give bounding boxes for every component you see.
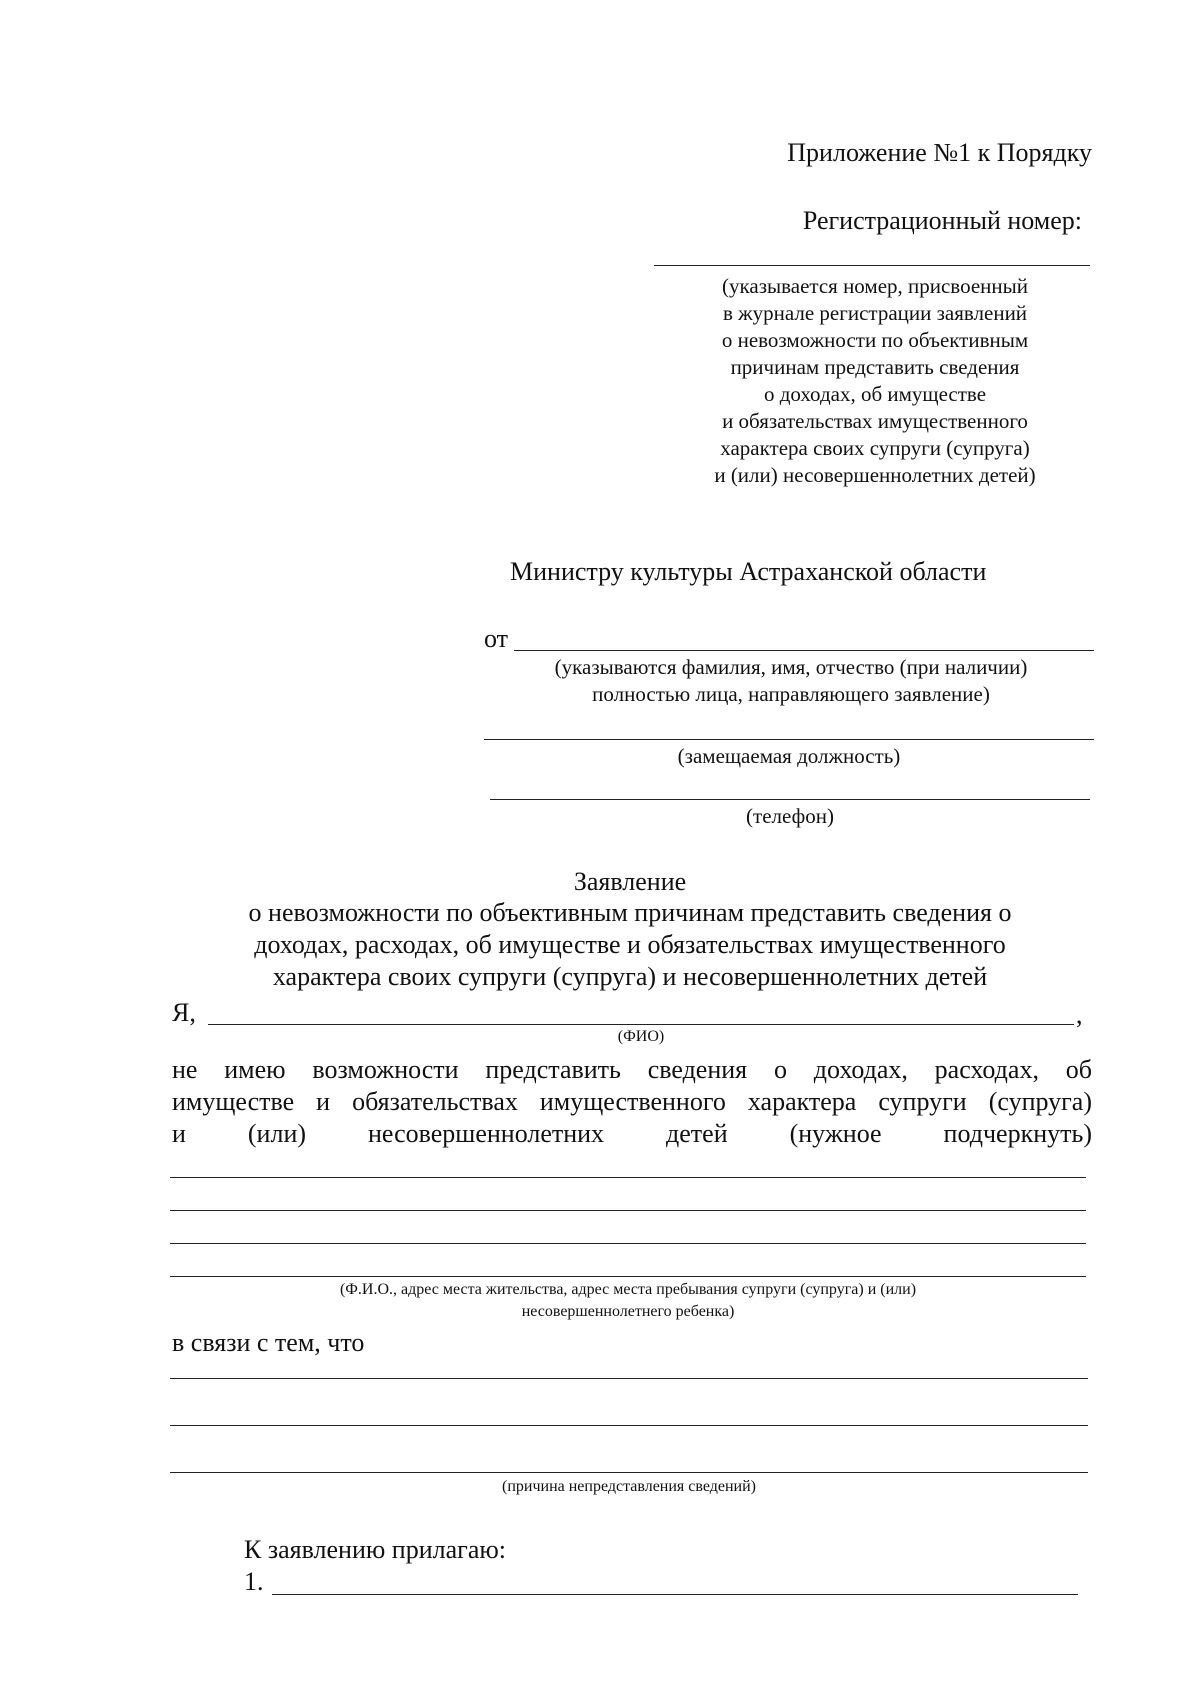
registration-hint-line: в журнале регистрации заявлений (722, 301, 1028, 325)
reason-label: в связи с тем, что (172, 1328, 365, 1357)
registration-hint-line: характера своих супруги (супруга) (720, 436, 1030, 460)
registration-hint-line: (указывается номер, присвоенный (722, 274, 1028, 298)
from-label: от (484, 624, 509, 653)
statement-title: Заявление (573, 867, 687, 896)
registration-hint-line: о доходах, об имуществе (763, 382, 987, 406)
reason-field-line[interactable] (170, 1425, 1088, 1426)
registration-hint-line: и (или) несовершеннолетних детей) (714, 463, 1036, 487)
position-field[interactable] (484, 739, 1094, 740)
statement-body-line: имуществе и обязательствах имущественного характера супруги (супруга) (172, 1087, 1092, 1116)
phone-hint: (телефон) (746, 804, 834, 828)
registration-hint (660, 273, 1090, 489)
fio-hint: (ФИО) (617, 1028, 665, 1045)
attachment-field[interactable] (272, 1594, 1078, 1595)
family-hint (170, 1279, 1086, 1323)
family-field-line[interactable] (170, 1177, 1086, 1178)
from-hint-line: (указываются фамилия, имя, отчество (при наличии) (554, 655, 1028, 679)
reason-hint: (причина непредставления сведений) (502, 1478, 756, 1495)
reason-field-line[interactable] (170, 1472, 1088, 1473)
statement-subtitle (160, 897, 1100, 993)
family-hint-line: (Ф.И.О., адрес места жительства, адрес места пребывания супруги (супруга) и (или) (339, 1281, 917, 1298)
statement-subtitle-line: характера своих супруги (супруга) и несовершеннолетних детей (272, 962, 988, 991)
from-field[interactable] (514, 650, 1094, 651)
statement-body-line: не имею возможности представить сведения о доходах, расходах, об (172, 1055, 1092, 1084)
registration-hint-line: о невозможности по объективным (721, 328, 1029, 352)
annex-title: Приложение №1 к Порядку (787, 138, 1092, 167)
phone-field[interactable] (490, 799, 1090, 800)
i-label: Я, (172, 998, 196, 1027)
statement-subtitle-line: о невозможности по объективным причинам представить сведения о (248, 898, 1012, 927)
registration-hint-line: и обязательствах имущественного (722, 409, 1028, 433)
position-hint: (замещаемая должность) (677, 744, 901, 768)
addressee-name: Министру культуры Астраханской области (510, 557, 987, 586)
reason-field-line[interactable] (170, 1378, 1088, 1379)
family-field-line[interactable] (170, 1243, 1086, 1244)
from-hint-line: полностью лица, направляющего заявление) (592, 682, 990, 706)
family-hint-line: несовершеннолетнего ребенка) (521, 1303, 735, 1320)
statement-body (172, 1054, 1092, 1150)
fio-comma: , (1076, 1000, 1083, 1029)
attachment-number: 1. (244, 1567, 264, 1596)
from-hint (484, 654, 1098, 708)
registration-hint-line: причинам представить сведения (730, 355, 1020, 379)
registration-number-field[interactable] (654, 265, 1090, 266)
fio-field[interactable] (208, 1024, 1074, 1025)
family-field-line[interactable] (170, 1210, 1086, 1211)
registration-label: Регистрационный номер: (802, 206, 1082, 235)
attachments-label: К заявлению прилагаю: (244, 1535, 507, 1564)
statement-subtitle-line: доходах, расходах, об имуществе и обязательствах имущественного (254, 930, 1006, 959)
family-field-line[interactable] (170, 1276, 1086, 1277)
statement-body-line: и (или) несовершеннолетних детей (нужное подчеркнуть) (172, 1119, 1092, 1148)
